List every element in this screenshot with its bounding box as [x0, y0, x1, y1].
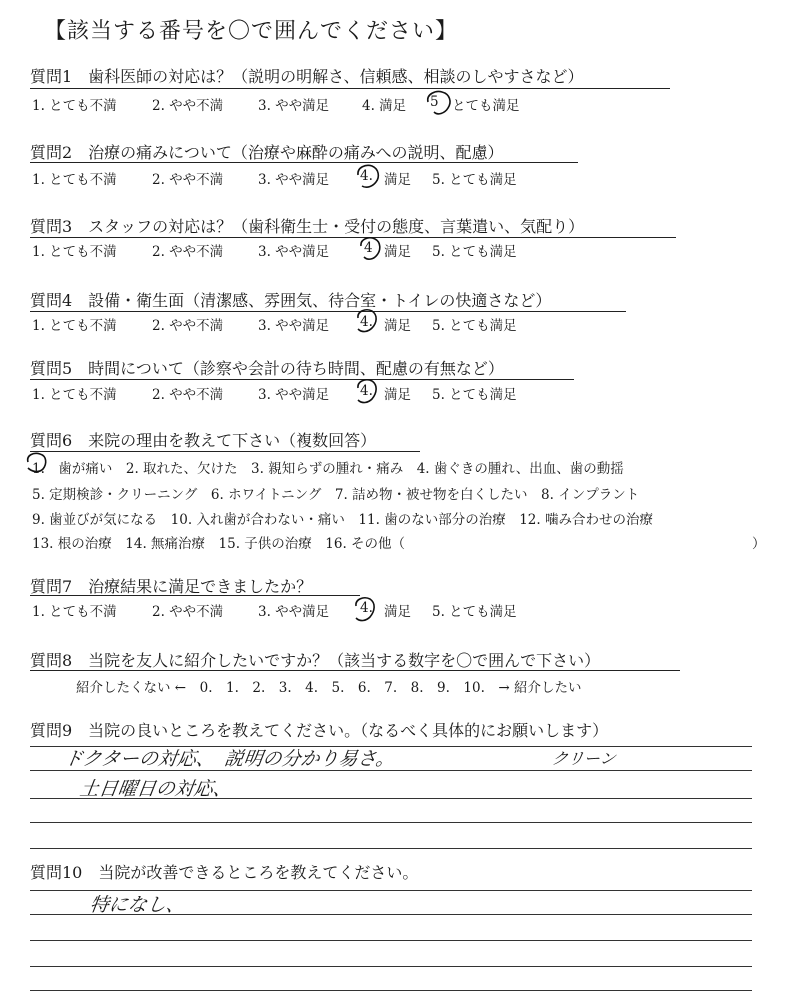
q5-option-5[interactable]: 5. とても満足: [432, 387, 517, 403]
q7-option-1[interactable]: 1. とても不満: [32, 604, 117, 620]
question-9-label: 質問9 当院の良いところを教えてください。（なるべく具体的にお願いします）: [30, 721, 609, 740]
q9-handwritten-answer-1: ドクターの対応、 説明の分かり易さ。: [62, 748, 397, 770]
q7-selection-circle: [348, 594, 380, 626]
q1-selection-circle: [422, 88, 454, 118]
question-7-label: 質問7 治療結果に満足できましたか？: [30, 577, 313, 596]
q2-selection-circle: [352, 162, 382, 192]
q9-answer-line-4: [30, 822, 752, 823]
question-8-label: 質問8 当院を友人に紹介したいですか？（該当する数字を〇で囲んで下さい）: [30, 651, 601, 670]
q10-handwritten-answer: 特になし、: [88, 894, 187, 916]
q7-option-3[interactable]: 3. やや満足: [258, 604, 330, 620]
q4-option-5[interactable]: 5. とても満足: [432, 318, 517, 334]
question-2-label: 質問2 治療の痛みについて（治療や麻酔の痛みへの説明、配慮）: [30, 143, 504, 162]
q8-recommend-scale[interactable]: 紹介したくない ← 0. 1. 2. 3. 4. 5. 6. 7. 8. 9. 10. → 紹介したい: [76, 680, 582, 696]
question-1-label: 質問1 歯科医師の対応は？（説明の明解さ、信頼感、相談のしやすさなど）: [30, 67, 584, 86]
question-5-underline: [30, 379, 574, 380]
q4-option-2[interactable]: 2. やや不満: [152, 318, 224, 334]
q2-option-4-text[interactable]: 満足: [384, 172, 411, 188]
q10-answer-line-3: [30, 940, 752, 941]
question-8-underline: [30, 670, 680, 671]
question-7-underline: [30, 595, 360, 596]
q4-selection-circle: [350, 306, 382, 336]
q1-option-1[interactable]: 1. とても不満: [32, 98, 117, 114]
q5-option-2[interactable]: 2. やや不満: [152, 387, 224, 403]
q9-handwritten-answer-2: クリーン: [550, 749, 617, 768]
q3-selection-circle: [354, 234, 384, 264]
question-2-underline: [30, 162, 578, 163]
q7-option-2[interactable]: 2. やや不満: [152, 604, 224, 620]
q5-selection-circle: [350, 376, 382, 408]
q3-option-4-text[interactable]: 満足: [384, 244, 411, 260]
q1-option-3[interactable]: 3. やや満足: [258, 98, 330, 114]
q5-option-4-text[interactable]: 満足: [384, 387, 411, 403]
question-4-label: 質問4 設備・衛生面（清潔感、雰囲気、待合室・トイレの快適さなど）: [30, 291, 552, 310]
q6-options-row-1[interactable]: 1. 歯が痛い 2. 取れた、欠けた 3. 親知らずの腫れ・痛み 4. 歯ぐきの腫れ、出血、歯の動揺: [32, 461, 624, 477]
q3-option-1[interactable]: 1. とても不満: [32, 244, 117, 260]
q9-answer-line-5: [30, 848, 752, 849]
q3-option-5[interactable]: 5. とても満足: [432, 244, 517, 260]
q1-option-2[interactable]: 2. やや不満: [152, 98, 224, 114]
q7-option-5[interactable]: 5. とても満足: [432, 604, 517, 620]
q2-option-5[interactable]: 5. とても満足: [432, 172, 517, 188]
question-10-label: 質問10 当院が改善できるところを教えてください。: [30, 863, 419, 882]
page-title: 【該当する番号を〇で囲んでください】: [44, 19, 459, 44]
q4-option-4-text[interactable]: 満足: [384, 318, 411, 334]
question-3-underline: [30, 237, 676, 238]
q4-option-4-number[interactable]: 4.: [360, 314, 373, 330]
q6-other-close-paren: ）: [752, 536, 766, 552]
q7-option-4-number[interactable]: 4.: [360, 600, 373, 616]
question-6-underline: [30, 451, 420, 452]
q4-option-3[interactable]: 3. やや満足: [258, 318, 330, 334]
q2-option-1[interactable]: 1. とても不満: [32, 172, 117, 188]
q2-option-3[interactable]: 3. やや満足: [258, 172, 330, 188]
q6-options-row-3[interactable]: 9. 歯並びが気になる 10. 入れ歯が合わない・痛い 11. 歯のない部分の治療 12. 噛み合わせの治療: [32, 512, 653, 528]
q6-options-row-2[interactable]: 5. 定期検診・クリーニング 6. ホワイトニング 7. 詰め物・被せ物を白くしたい 8. インプラント: [32, 487, 640, 503]
question-5-label: 質問5 時間について（診察や会計の待ち時間、配慮の有無など）: [30, 359, 504, 378]
q1-option-5-text[interactable]: とても満足: [452, 98, 520, 114]
q2-option-4-number[interactable]: 4.: [360, 168, 373, 184]
question-6-label: 質問6 来院の理由を教えて下さい（複数回答）: [30, 431, 377, 450]
q6-options-row-4[interactable]: 13. 根の治療 14. 無痛治療 15. 子供の治療 16. その他（: [32, 536, 406, 552]
question-1-underline: [30, 88, 670, 89]
q4-option-1[interactable]: 1. とても不満: [32, 318, 117, 334]
q6-selection-circle: [22, 450, 52, 478]
question-4-underline: [30, 311, 626, 312]
q10-answer-line-4: [30, 966, 752, 967]
q1-option-5-number[interactable]: 5: [430, 94, 439, 110]
q10-answer-line-5: [30, 990, 752, 991]
q5-option-3[interactable]: 3. やや満足: [258, 387, 330, 403]
question-3-label: 質問3 スタッフの対応は？（歯科衛生士・受付の態度、言葉遣い、気配り）: [30, 217, 585, 236]
q2-option-2[interactable]: 2. やや不満: [152, 172, 224, 188]
q5-option-4-number[interactable]: 4.: [360, 383, 373, 399]
q5-option-1[interactable]: 1. とても不満: [32, 387, 117, 403]
q3-option-3[interactable]: 3. やや満足: [258, 244, 330, 260]
q1-option-4[interactable]: 4. 満足: [362, 98, 407, 114]
q9-handwritten-answer-3: 土日曜日の対応、: [78, 778, 234, 800]
q3-option-2[interactable]: 2. やや不満: [152, 244, 224, 260]
q3-option-4-number[interactable]: 4: [364, 240, 373, 256]
q7-option-4-text[interactable]: 満足: [384, 604, 411, 620]
